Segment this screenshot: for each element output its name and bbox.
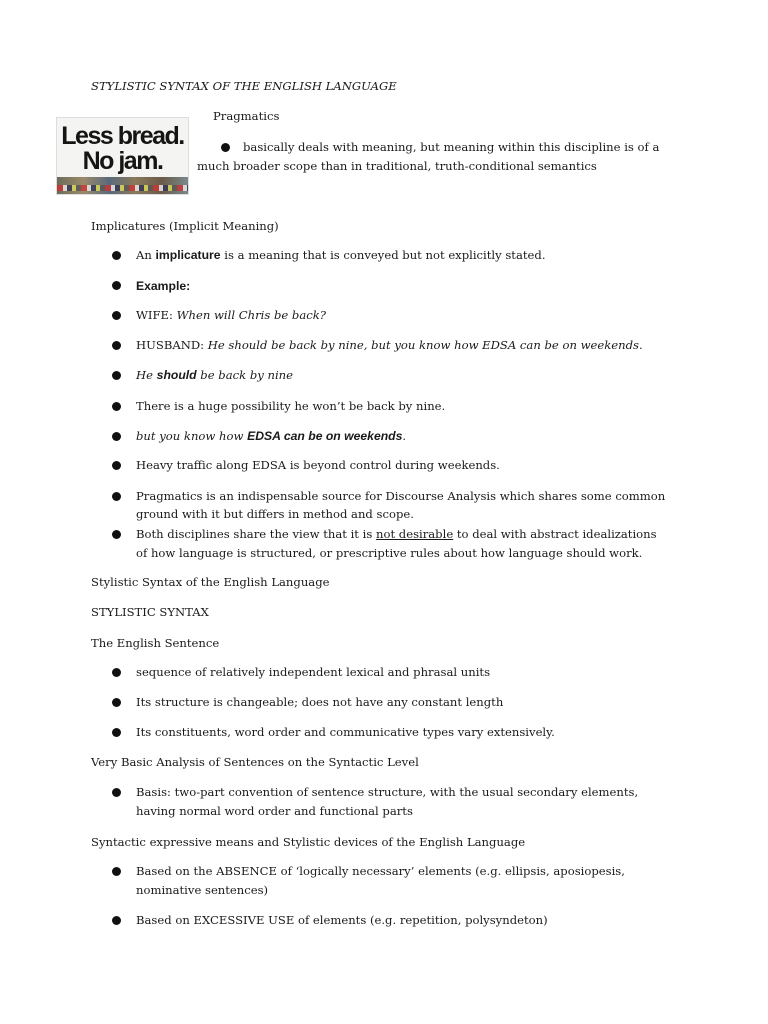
bullet-icon bbox=[112, 341, 121, 350]
section-heading-stylistic-syntax-caps: STYLISTIC SYNTAX bbox=[91, 605, 209, 619]
bullet-icon bbox=[112, 530, 121, 539]
disciplines-line-1: Both disciplines share the view that it is not desirable to deal with abstract idealizations bbox=[136, 527, 657, 541]
bullet-icon bbox=[112, 916, 121, 925]
logo-line-1: Less bread. bbox=[61, 122, 184, 150]
logo-cars-strip bbox=[57, 185, 188, 191]
basis-line-2: having normal word order and functional parts bbox=[136, 804, 413, 818]
disciplines-line-2: of how language is structured, or prescriptive rules about how language should work. bbox=[136, 546, 643, 560]
basis-line-1: Basis: two-part convention of sentence structure, with the usual secondary elements, bbox=[136, 785, 639, 799]
bullet-icon bbox=[221, 143, 230, 152]
example-label: Example: bbox=[136, 279, 191, 293]
bullet-icon bbox=[112, 281, 121, 290]
pragmatics-line-2: much broader scope than in traditional, truth-conditional semantics bbox=[197, 159, 597, 173]
bullet-icon bbox=[112, 668, 121, 677]
bullet-icon bbox=[112, 461, 121, 470]
section-heading-basic-analysis: Very Basic Analysis of Sentences on the Syntactic Level bbox=[91, 755, 419, 769]
excessive-use-line: Based on EXCESSIVE USE of elements (e.g. repetition, polysyndeton) bbox=[136, 913, 548, 927]
bullet-icon bbox=[112, 311, 121, 320]
traffic-line: Heavy traffic along EDSA is beyond control during weekends. bbox=[136, 458, 500, 472]
implicatures-heading: Implicatures (Implicit Meaning) bbox=[91, 219, 279, 233]
sentence-bullet-2: Its structure is changeable; does not have any constant length bbox=[136, 695, 504, 709]
bullet-icon bbox=[112, 728, 121, 737]
bullet-icon bbox=[112, 251, 121, 260]
husband-line: HUSBAND: He should be back by nine, but you know how EDSA can be on weekends. bbox=[136, 338, 643, 352]
section-heading-stylistic-syntax: Stylistic Syntax of the English Language bbox=[91, 575, 330, 589]
logo-line-2: No jam. bbox=[82, 147, 163, 175]
document-title: STYLISTIC SYNTAX OF THE ENGLISH LANGUAGE bbox=[91, 79, 397, 93]
absence-line-2: nominative sentences) bbox=[136, 883, 269, 897]
implicature-definition: An implicature is a meaning that is conveyed but not explicitly stated. bbox=[136, 248, 546, 262]
pragmatics-discourse-line-2: ground with it but differs in method and scope. bbox=[136, 507, 414, 521]
pragmatics-line-1: basically deals with meaning, but meaning within this discipline is of a bbox=[243, 140, 660, 154]
bullet-icon bbox=[112, 432, 121, 441]
wife-line: WIFE: When will Chris be back? bbox=[136, 308, 326, 322]
bullet-icon bbox=[112, 492, 121, 501]
absence-line-1: Based on the ABSENCE of ‘logically necessary’ elements (e.g. ellipsis, aposiopesis, bbox=[136, 864, 625, 878]
section-heading-expressive-means: Syntactic expressive means and Stylistic devices of the English Language bbox=[91, 835, 526, 849]
bullet-icon bbox=[112, 788, 121, 797]
bullet-icon bbox=[112, 371, 121, 380]
sentence-bullet-1: sequence of relatively independent lexical and phrasal units bbox=[136, 665, 491, 679]
bullet-icon bbox=[112, 402, 121, 411]
less-bread-no-jam-logo bbox=[56, 117, 189, 195]
section-heading-english-sentence: The English Sentence bbox=[91, 636, 220, 650]
pragmatics-heading: Pragmatics bbox=[213, 109, 280, 123]
sentence-bullet-3: Its constituents, word order and communicative types vary extensively. bbox=[136, 725, 555, 739]
bullet-icon bbox=[112, 867, 121, 876]
should-line: He should be back by nine bbox=[136, 368, 293, 382]
pragmatics-discourse-line-1: Pragmatics is an indispensable source for Discourse Analysis which shares some common bbox=[136, 489, 666, 503]
edsa-line: but you know how EDSA can be on weekends. bbox=[136, 429, 407, 443]
possibility-line: There is a huge possibility he won’t be back by nine. bbox=[136, 399, 446, 413]
bullet-icon bbox=[112, 698, 121, 707]
